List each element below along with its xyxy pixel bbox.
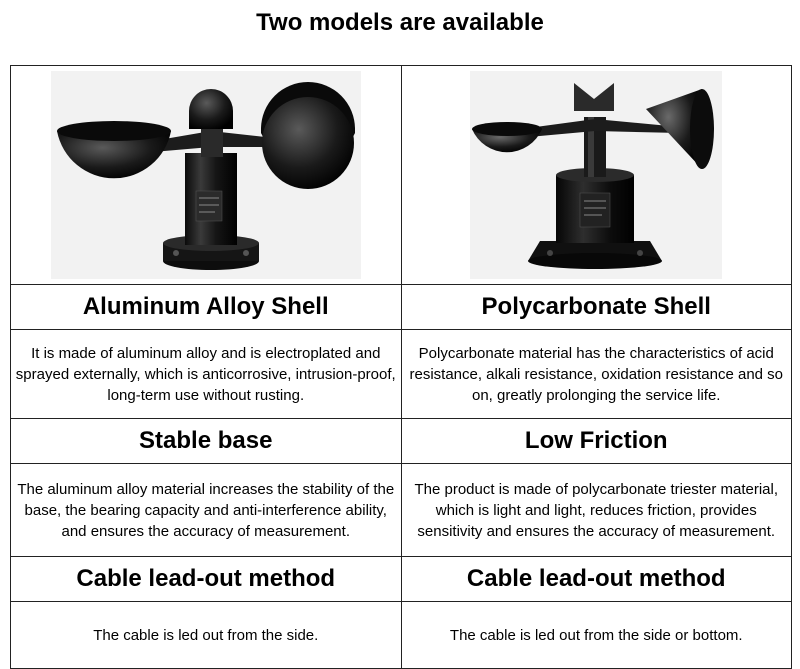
polycarbonate-shell-description: Polycarbonate material has the characteristics of acid resistance, alkali resistance, oxidation resistance and so on, greatly prolonging the service life. <box>401 330 792 419</box>
aluminum-shell-title: Aluminum Alloy Shell <box>11 285 402 330</box>
aluminum-image-cell <box>11 66 402 285</box>
aluminum-feature-title: Stable base <box>11 419 402 464</box>
feature-description-row <box>11 464 792 557</box>
comparison-table <box>10 65 792 669</box>
page-title: Two models are available <box>256 9 544 36</box>
aluminum-shell-description: It is made of aluminum alloy and is electroplated and sprayed externally, which is anticorrosive, intrusion-proof, long-term use without rusting. <box>11 330 402 419</box>
shell-title-row <box>11 285 792 330</box>
polycarbonate-feature-description: The product is made of polycarbonate triester material, which is light and light, reduces friction, provides sensitivity and ensures the accuracy of measurement. <box>401 464 792 557</box>
polycarbonate-shell-title: Polycarbonate Shell <box>401 285 792 330</box>
polycarbonate-image-cell <box>401 66 792 285</box>
aluminum-cable-description: The cable is led out from the side. <box>11 602 402 669</box>
polycarbonate-cable-description: The cable is led out from the side or bottom. <box>401 602 792 669</box>
cable-description-row <box>11 602 792 669</box>
aluminum-anemometer-photo <box>51 71 361 279</box>
aluminum-feature-description: The aluminum alloy material increases the stability of the base, the bearing capacity and anti-interference ability, and ensures the accuracy of measurement. <box>11 464 402 557</box>
shell-description-row <box>11 330 792 419</box>
aluminum-cable-title: Cable lead-out method <box>11 557 402 602</box>
cable-title-row <box>11 557 792 602</box>
polycarbonate-anemometer-photo <box>470 71 722 279</box>
image-row <box>11 66 792 285</box>
feature-title-row <box>11 419 792 464</box>
polycarbonate-cable-title: Cable lead-out method <box>401 557 792 602</box>
polycarbonate-feature-title: Low Friction <box>401 419 792 464</box>
